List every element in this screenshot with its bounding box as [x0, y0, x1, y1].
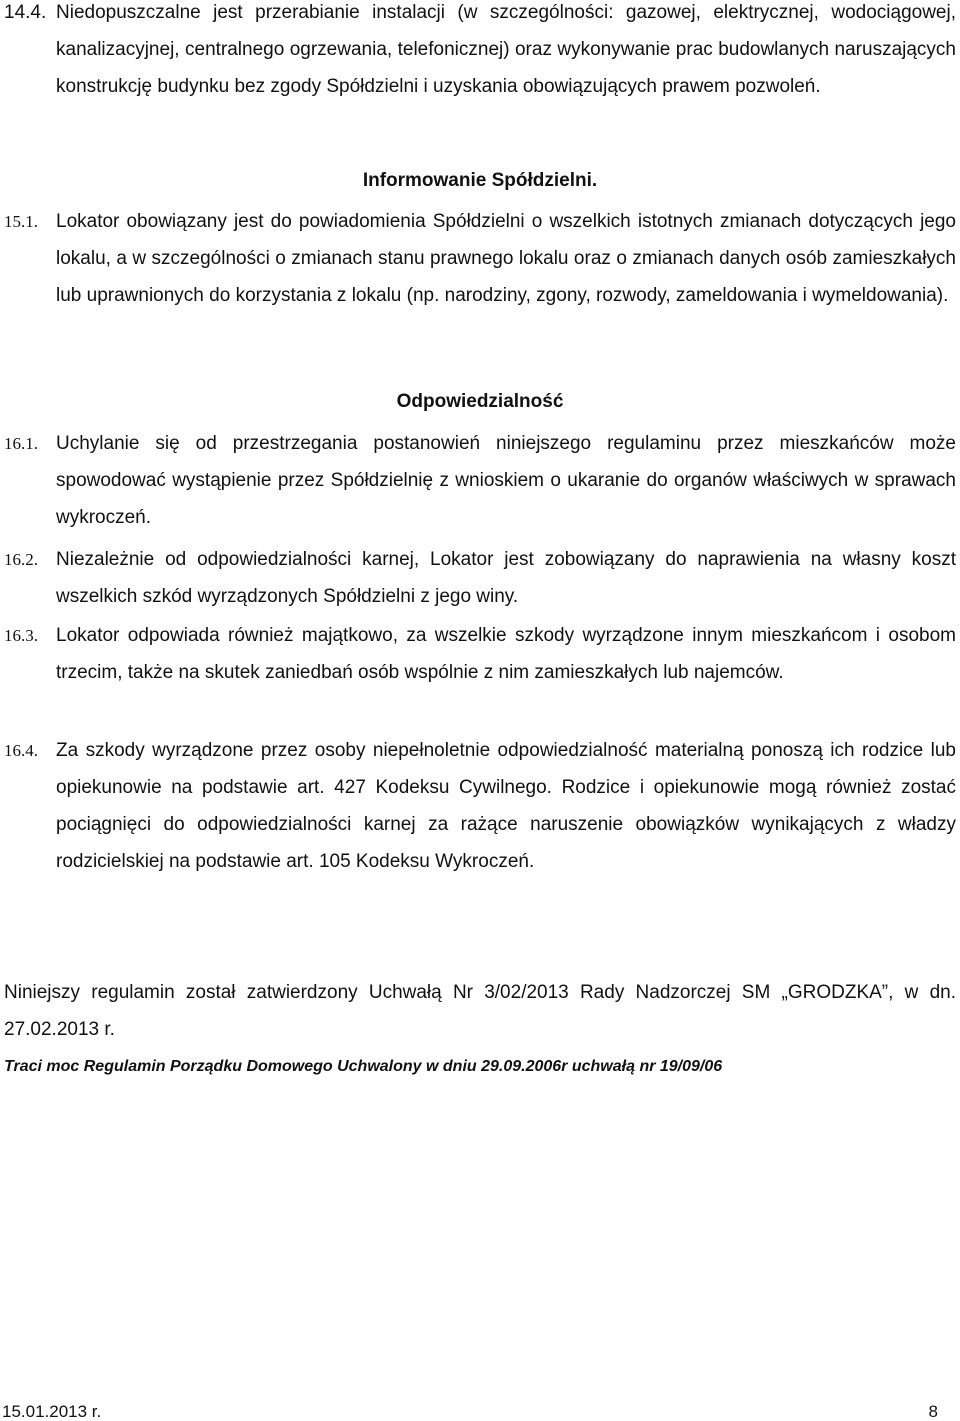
section-text: Lokator obowiązany jest do powiadomienia Spółdzielni o wszelkich istotnych zmianach dotyczących jego lokalu, a w szczególności o zmianach stanu prawnego lokalu oraz o zmianach danych osób zamieszkałych lub uprawnionych do korzystania z lokalu (np. narodziny, zgony, rozwody, zameldowania i wymeldowania). — [56, 211, 956, 306]
section-text: Lokator odpowiada również majątkowo, za wszelkie szkody wyrządzone innym mieszkańcom i osobom trzecim, także na skutek zaniedbań osób wspólnie z nim zamieszkałych lub najemców. — [56, 625, 956, 683]
section-15-1 — [4, 203, 956, 314]
footer-date: 15.01.2013 r. — [2, 1402, 102, 1421]
section-number: 16.4. — [4, 741, 38, 760]
heading-text: Odpowiedzialność — [396, 391, 564, 412]
section-number: 16.2. — [4, 550, 38, 569]
heading-odpowiedzialnosc — [0, 389, 960, 415]
page-number: 8 — [928, 1402, 938, 1421]
section-number: 16.1. — [4, 434, 38, 453]
section-text: Niezależnie od odpowiedzialności karnej, Lokator jest zobowiązany do naprawienia na własny koszt wszelkich szkód wyrządzonych Spółdzielni z jego winy. — [56, 549, 956, 607]
section-16-4 — [4, 732, 956, 880]
section-16-1 — [4, 425, 956, 536]
section-14-4 — [4, 0, 956, 105]
repeal-note: Traci moc Regulamin Porządku Domowego Uchwalony w dniu 29.09.2006r uchwałą nr 19/09/06 — [4, 1058, 723, 1075]
section-number: 15.1. — [4, 212, 38, 231]
section-text: Za szkody wyrządzone przez osoby niepełnoletnie odpowiedzialność materialną ponoszą ich rodzice lub opiekunowie na podstawie art. 427 Kodeksu Cywilnego. Rodzice i opiekunowie mogą również zostać pociągnięci do odpowiedzialności karnej za rażące naruszenie obowiązków wynikających z władzy rodzicielskiej na podstawie art. 105 Kodeksu Wykroczeń. — [56, 740, 956, 872]
heading-text: Informowanie Spółdzielni. — [362, 170, 598, 191]
section-16-3 — [4, 617, 956, 691]
section-text: Niedopuszczalne jest przerabianie instalacji (w szczególności: gazowej, elektrycznej, wodociągowej, kanalizacyjnej, centralnego ogrzewania, telefonicznej) oraz wykonywanie prac budowlanych naruszających konstrukcję budynku bez zgody Spółdzielni i uzyskania obowiązujących prawem pozwoleń. — [56, 2, 956, 97]
section-number: 14.4. — [4, 2, 47, 23]
section-text: Uchylanie się od przestrzegania postanowień niniejszego regulaminu przez mieszkańców może spowodować wystąpienie przez Spółdzielnię z wnioskiem o ukaranie do organów właściwych w sprawach wykroczeń. — [56, 433, 956, 528]
section-number: 16.3. — [4, 626, 38, 645]
approval-statement: Niniejszy regulamin został zatwierdzony Uchwałą Nr 3/02/2013 Rady Nadzorczej SM „GRODZKA”, w dn. 27.02.2013 r. — [4, 982, 956, 1040]
heading-informowanie — [0, 168, 960, 194]
section-16-2 — [4, 541, 956, 615]
